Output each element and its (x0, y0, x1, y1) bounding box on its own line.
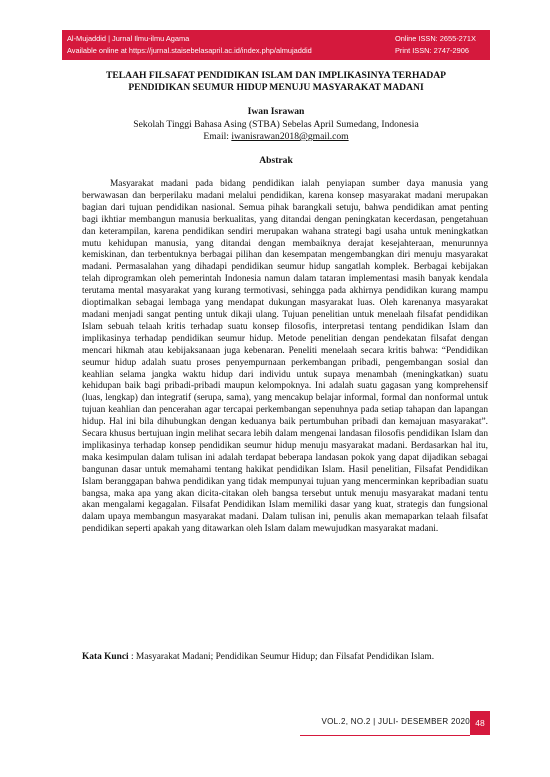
email-label: Email: (203, 131, 232, 142)
keywords-list: : Masyarakat Madani; Pendidikan Seumur Hidup; dan Filsafat Pendidikan Islam. (128, 652, 435, 662)
footer-divider (300, 735, 470, 736)
title-line-2: PENDIDIKAN SEUMUR HIDUP MENUJU MASYARAKAT MADANI (128, 82, 424, 93)
header-row-2 (67, 45, 485, 57)
page-number: 48 (470, 711, 490, 735)
affiliation: Sekolah Tinggi Bahasa Asing (STBA) Sebelas April Sumedang, Indonesia (133, 118, 419, 130)
author-block (62, 106, 490, 144)
author-name: Iwan Israwan (247, 106, 305, 117)
email-link[interactable]: iwanisrawan2018@gmail.com (231, 131, 349, 142)
keywords-label: Kata Kunci (82, 652, 129, 662)
page-footer (0, 708, 550, 738)
abstract-heading: Abstrak (259, 155, 293, 166)
online-issn: Online ISSN: 2655-271X (395, 34, 476, 43)
abstract-body: Masyarakat madani pada bidang pendidikan ialah penyiapan sumber daya manusia yang berwawasan dan berperilaku madani melalui pendidikan, karena konsep masyarakat madani merupakan bagian dari tujuan pendidikan nasional. Semua pihak barangkali setuju, bahwa pendidikan amat penting bagi ikhtiar membangun manusia berkualitas, yang ditandai dengan peningkatan kecerdasan, pengetahuan dan keterampilan, karena pendidikan sendiri merupakan wahana strategi bagi usaha untuk meningkatkan mutu kehidupan manusia, yang ditandai dengan membaiknya derajat kesejahteraan, menurunnya kemiskinan, dan terbentuknya berbagai pilihan dan kesempatan mengembangkan diri menuju masyarakat madani. Permasalahan yang dihadapi pendidikan seumur hidup sangatlah komplek. Berbagai kebijakan telah diprogramkan oleh pemerintah Indonesia namun dalam tataran implementasi masih banyak kendala terutama mental masyarakat yang kurang termotivasi, sehingga pada akhirnya pendidikan kurang mampu dioptimalkan sebagai lembaga yang mendapat dukungan masyarakat luas. Oleh karenanya masyarakat madani menjadi sangat penting untuk dikaji ulang. Tujuan penelitian untuk menelaah filsafat pendidikan Islam sebuah telaah kritis terhadap suatu konsep filosofis, interpretasi tentang pendidikan Islam dan implikasinya terhadap pendidikan seumur hidup. Metode penelitian dengan pendekatan filsafat dengan mencari hikmah atau kebijaksanaan juga kebenaran. Peneliti menelaah secara kritis bahwa: “Pendidikan seumur hidup adalah suatu proses penyempurnaan perkembangan pribadi, pengembangan sosial dan keahlian selama jangka waktu hidup dari individu untuk supaya menambah (meningkatkan) suatu kehidupan baik bagi pribadi-pribadi maupun kelompoknya. Ini adalah suatu gagasan yang komprehensif (luas, lengkap) dan integratif (serupa, sama), yang mencakup belajar informal, formal dan nonformal untuk tujuan keahlian dan pencerahan agar tercapai perkembangan sepenuhnya pada setiap tahapan dan lapangan hidup. Hal ini bila dihubungkan dengan keduanya baik pertumbuhan pribadi dan kemajuan masyarakat”. Secara khusus bertujuan ingin melihat secara lebih dalam mengenai landasan filosofis pendidikan Islam dan implikasinya terhadap konsep pendidikan seumur hidup menuju masyarakat madani. Berdasarkan hal itu, maka kesimpulan dalam tulisan ini adalah terdapat beberapa landasan pokok yang dapat dijadikan sebagai bangunan dasar untuk memahami tentang hakikat pendidikan Islam. Hasil penelitian, Filsafat Pendidikan Islam beranggapan bahwa pendidikan yang tidak mempunyai tujuan yang mencerminkan kepribadian suatu bangsa, maka apa yang akan dicita-citakan oleh bangsa tersebut untuk menuju masyarakat madani tentu akan mengalami kegagalan. Filsafat Pendidikan Islam memiliki dasar yang kuat, strategis dan fungsional dalam upaya membangun masyarakat madani. Dalam tulisan ini, penulis akan memaparkan telaah filsafat pendidikan seperti apakah yang ditawarkan oleh Islam dalam mewujudkan masyarakat madani. (82, 179, 488, 535)
header-row-1 (67, 33, 485, 45)
title-line-1: TELAAH FILSAFAT PENDIDIKAN ISLAM DAN IMPLIKASINYA TERHADAP (105, 70, 447, 81)
email-line (62, 131, 490, 144)
journal-name: Al-Mujaddid | Jurnal Ilmu-ilmu Agama (67, 34, 190, 43)
journal-header (62, 30, 490, 60)
paper-title (62, 70, 490, 94)
print-issn: Print ISSN: 2747-2906 (395, 46, 469, 55)
available-online-link[interactable]: Available online at https://jurnal.staisebelasapril.ac.id/index.php/almujaddid (67, 46, 312, 55)
volume-info: VOL.2, NO.2 | JULI- DESEMBER 2020 (321, 717, 470, 726)
keywords (82, 651, 488, 663)
